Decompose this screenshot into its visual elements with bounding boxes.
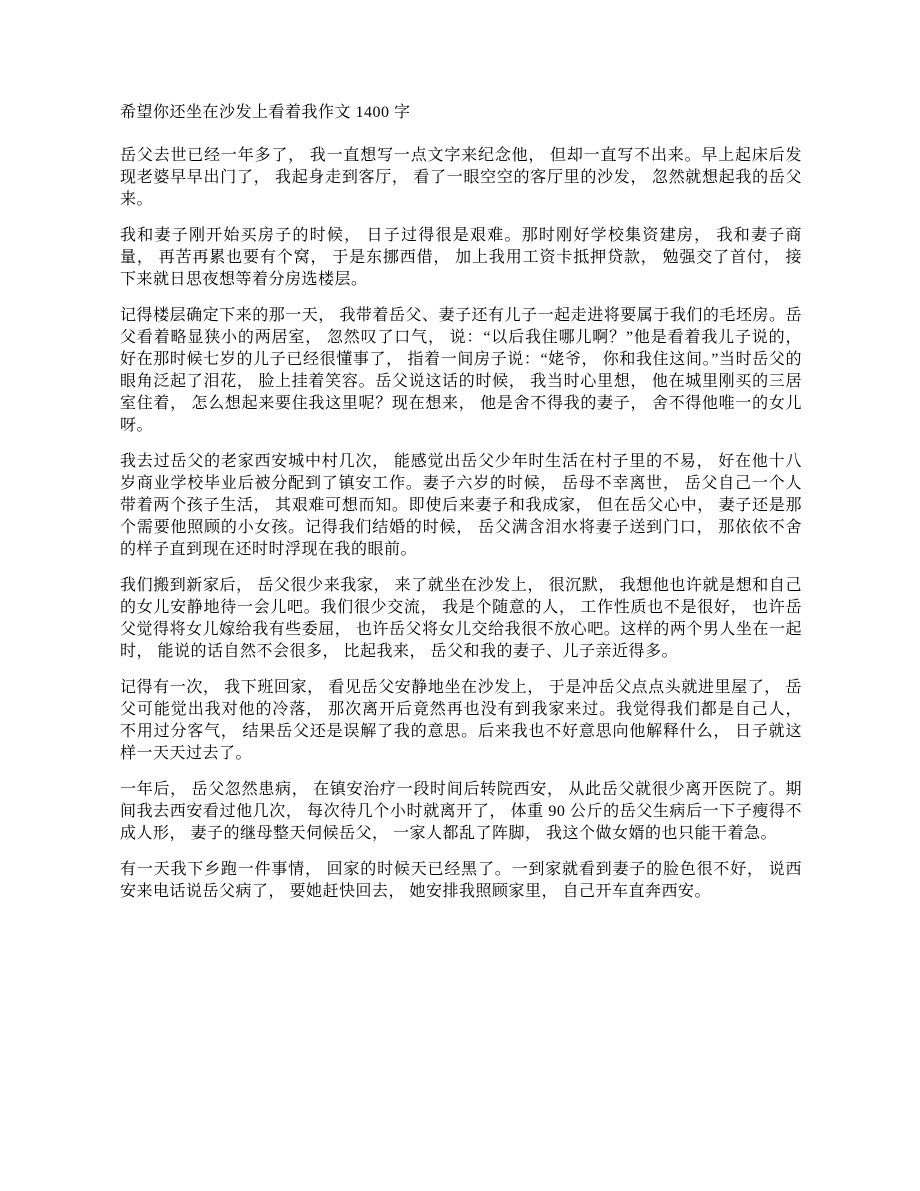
document-title: 希望你还坐在沙发上看着我作文 1400 字 [120, 104, 411, 121]
document-body [120, 145, 802, 903]
paragraph-8: 有一天我下乡跑一件事情， 回家的时候天已经黑了。一到家就看到妻子的脸色很不好， 说西安来电话说岳父病了， 要她赶快回去， 她安排我照顾家里， 自己开车直奔西安。 [120, 861, 802, 900]
paragraph-5: 我们搬到新家后， 岳父很少来我家， 来了就坐在沙发上， 很沉默， 我想他也许就是想和自己的女儿安静地待一会儿吧。我们很少交流， 我是个随意的人， 工作性质也不是很好， 也许岳父觉得将女儿嫁给我有些委屈， 也许岳父将女儿交给我很不放心吧。这样的两个男人坐在一起时， 能说的话自然不会很多， 比起我来， 岳父和我的妻子、儿子亲近得多。 [120, 577, 802, 660]
paragraph-1: 岳父去世已经一年多了， 我一直想写一点文字来纪念他， 但却一直写不出来。早上起床后发现老婆早早出门了， 我起身走到客厅， 看了一眼空空的客厅里的沙发， 忽然就想起我的岳父来。 [120, 147, 802, 208]
paragraph-3: 记得楼层确定下来的那一天， 我带着岳父、妻子还有儿子一起走进将要属于我们的毛坯房。岳父看着略显狭小的两居室， 忽然叹了口气， 说：“以后我住哪儿啊？”他是看着我儿子说的， 好在那时候七岁的儿子已经很懂事了， 指着一间房子说：“姥爷， 你和我住这间。”当时岳父的眼角泛起了泪花， 脸上挂着笑容。岳父说这话的时候， 我当时心里想， 他在城里刚买的三居室住着， 怎么想起来要住我这里呢？现在想来， 他是舍不得我的妻子， 舍不得他唯一的女儿呀。 [120, 307, 802, 434]
paragraph-7: 一年后， 岳父忽然患病， 在镇安治疗一段时间后转院西安， 从此岳父就很少离开医院了。期间我去西安看过他几次， 每次待几个小时就离开了， 体重 90 公斤的岳父生病后一下子瘦得不成人形， 妻子的继母整天伺候岳父， 一家人都乱了阵脚， 我这个做女婿的也只能干着急。 [120, 781, 802, 842]
paragraph-6: 记得有一次， 我下班回家， 看见岳父安静地坐在沙发上， 于是冲岳父点点头就进里屋了， 岳父可能觉出我对他的冷落， 那次离开后竟然再也没有到我家来过。我觉得我们都是自己人， 不用过分客气， 结果岳父还是误解了我的意思。后来我也不好意思向他解释什么， 日子就这样一天天过去了。 [120, 679, 802, 762]
paragraph-2: 我和妻子刚开始买房子的时候， 日子过得很是艰难。那时刚好学校集资建房， 我和妻子商量， 再苦再累也要有个窝， 于是东挪西借， 加上我用工资卡抵押贷款， 勉强交了首付， 接下来就日思夜想等着分房选楼层。 [120, 227, 802, 288]
paragraph-4: 我去过岳父的老家西安城中村几次， 能感觉出岳父少年时生活在村子里的不易， 好在他十八岁商业学校毕业后被分配到了镇安工作。妻子六岁的时候， 岳母不幸离世， 岳父自己一个人带着两个孩子生活， 其艰难可想而知。即使后来妻子和我成家， 但在岳父心中， 妻子还是那个需要他照顾的小女孩。记得我们结婚的时候， 岳父满含泪水将妻子送到门口， 那依依不舍的样子直到现在还时时浮现在我的眼前。 [120, 453, 802, 558]
